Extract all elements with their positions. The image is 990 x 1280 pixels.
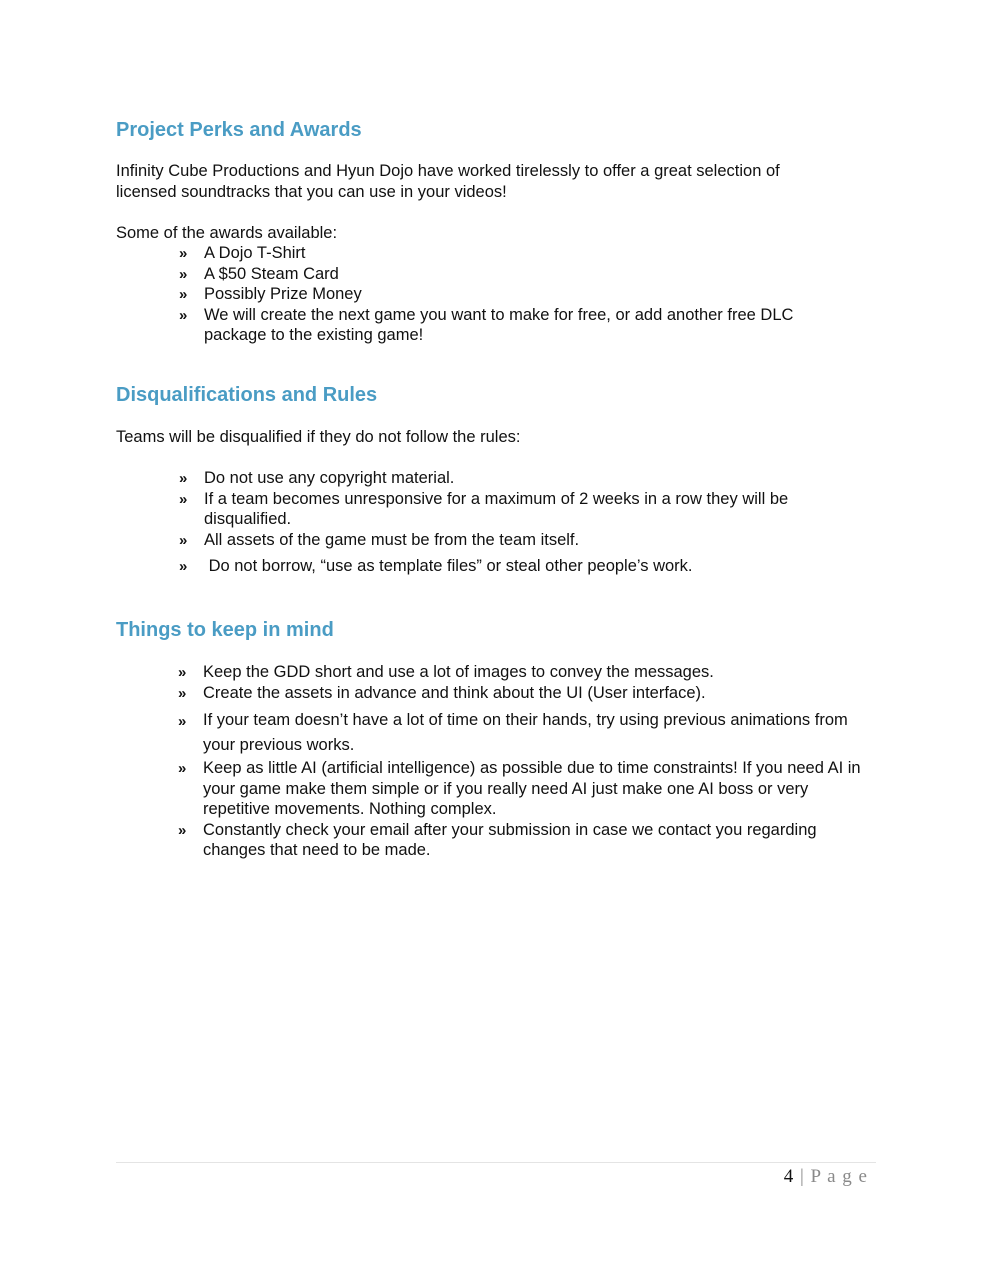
list-item: » Keep as little AI (artificial intelligence) as possible due to time constraints! If you need AI in your game make them simple or if you really need AI just make one AI boss or very repetitive movements. Nothing complex. — [178, 759, 861, 818]
footer-separator: | — [799, 1166, 805, 1187]
bullet-chevron-icon: » — [178, 821, 187, 839]
bullet-chevron-icon: » — [178, 684, 187, 702]
bullet-chevron-icon: » — [179, 245, 188, 262]
list-item: » Keep the GDD short and use a lot of images to convey the messages. — [203, 662, 868, 683]
section-heading-rules: Disqualifications and Rules — [116, 384, 378, 406]
perks-intro-paragraph — [116, 161, 856, 202]
list-item: » If your team doesn’t have a lot of time on their hands, try using previous animations from your previous works. — [178, 711, 848, 754]
list-item: » Do not borrow, “use as template files” or steal other people’s work. — [204, 556, 854, 577]
list-item: » A $50 Steam Card — [204, 264, 854, 285]
list-item: » Possibly Prize Money — [204, 284, 854, 305]
footer-page-label: P a g e — [810, 1166, 868, 1187]
list-item: » A Dojo T-Shirt — [204, 243, 854, 264]
bullet-chevron-icon: » — [179, 470, 188, 487]
awards-list — [179, 243, 854, 346]
list-item: » Create the assets in advance and think about the UI (User interface). — [203, 683, 868, 704]
bullet-chevron-icon: » — [179, 286, 188, 303]
bullet-chevron-icon: » — [178, 664, 187, 681]
bullet-chevron-icon: » — [178, 713, 187, 730]
awards-intro: Some of the awards available: — [116, 224, 338, 242]
mind-list — [178, 662, 868, 861]
bullet-chevron-icon: » — [179, 558, 188, 575]
rules-list — [179, 468, 854, 577]
list-item: » All assets of the game must be from the team itself. — [204, 530, 854, 551]
list-item: » Do not use any copyright material. — [204, 468, 854, 489]
bullet-chevron-icon: » — [179, 531, 188, 549]
bullet-chevron-icon: » — [178, 760, 187, 777]
page-number: 4 — [783, 1166, 795, 1187]
bullet-chevron-icon: » — [179, 265, 188, 283]
list-item: » If a team becomes unresponsive for a maximum of 2 weeks in a row they will be disqualified. — [179, 489, 789, 528]
list-item: » We will create the next game you want to make for free, or add another free DLC package to the existing game! — [179, 305, 794, 344]
perks-intro-line-1: Infinity Cube Productions and Hyun Dojo have worked tirelessly to offer a great selection of — [116, 162, 780, 180]
rules-intro: Teams will be disqualified if they do not follow the rules: — [116, 428, 521, 446]
list-item: » Constantly check your email after your submission in case we contact you regarding changes that need to be made. — [178, 820, 817, 859]
section-heading-perks: Project Perks and Awards — [116, 119, 362, 141]
bullet-chevron-icon: » — [179, 306, 188, 324]
bullet-chevron-icon: » — [179, 490, 188, 508]
footer-divider — [116, 1162, 876, 1163]
section-heading-mind: Things to keep in mind — [116, 619, 334, 641]
perks-intro-line-2: licensed soundtracks that you can use in your videos! — [116, 182, 507, 201]
page-footer — [784, 1166, 868, 1188]
